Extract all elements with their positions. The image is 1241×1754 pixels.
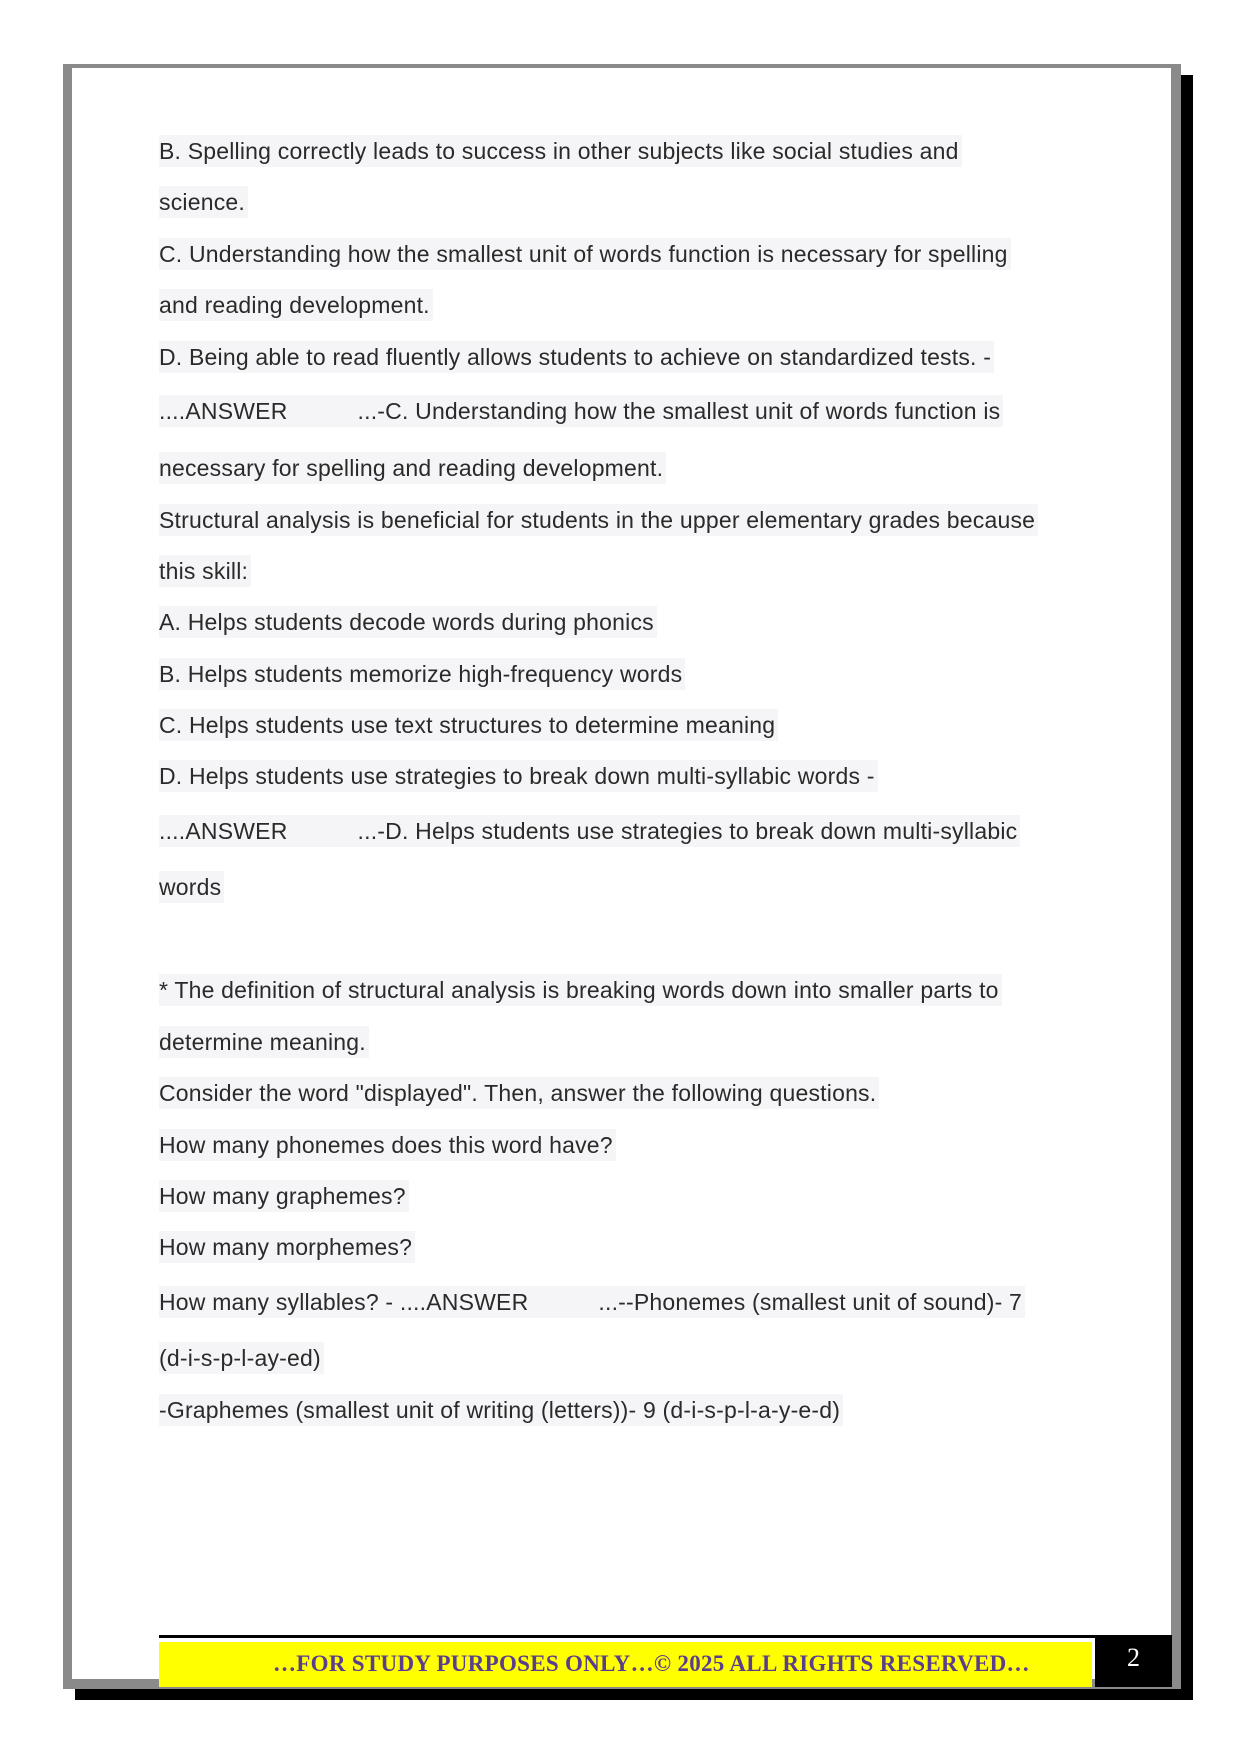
page-number: 2 (1095, 1635, 1172, 1687)
answer-text: ...--Phonemes (smallest unit of sound)- 7 (598, 1289, 1023, 1315)
text-line: science. (159, 186, 248, 218)
text-line: words (159, 871, 224, 903)
question-line: How many graphemes? (159, 1180, 409, 1212)
answer-line (159, 1286, 1025, 1318)
option-line: A. Helps students decode words during phonics (159, 606, 657, 638)
option-line: B. Helps students memorize high-frequency words (159, 658, 685, 690)
text-line: and reading development. (159, 289, 433, 321)
text-line: Structural analysis is beneficial for students in the upper elementary grades because (159, 504, 1038, 536)
question-line: How many phonemes does this word have? (159, 1129, 616, 1161)
answer-text: ...-D. Helps students use strategies to break down multi-syllabic (357, 818, 1018, 844)
question-line: How many morphemes? (159, 1231, 415, 1263)
answer-text: ...-C. Understanding how the smallest unit of words function is (357, 398, 1001, 424)
answer-line (159, 395, 1003, 427)
text-line: (d-i-s-p-l-ay-ed) (159, 1342, 324, 1374)
note-line: * The definition of structural analysis is breaking words down into smaller parts to (159, 974, 1002, 1006)
text-line: necessary for spelling and reading development. (159, 452, 666, 484)
text-line: D. Being able to read fluently allows students to achieve on standardized tests. - (159, 341, 994, 373)
option-line: C. Helps students use text structures to determine meaning (159, 709, 778, 741)
answer-label: ....ANSWER (159, 398, 288, 424)
text-line: Consider the word "displayed". Then, answer the following questions. (159, 1077, 879, 1109)
text-line: -Graphemes (smallest unit of writing (letters))- 9 (d-i-s-p-l-a-y-e-d) (159, 1394, 843, 1426)
answer-label: ....ANSWER (159, 818, 288, 844)
text-line: determine meaning. (159, 1026, 369, 1058)
option-line: D. Helps students use strategies to break down multi-syllabic words - (159, 760, 878, 792)
footer-rule (159, 1635, 1139, 1638)
document-page (63, 64, 1181, 1689)
question-text: How many syllables? - ....ANSWER (159, 1289, 529, 1315)
answer-line (159, 815, 1020, 847)
text-line: B. Spelling correctly leads to success in other subjects like social studies and (159, 135, 962, 167)
text-line: this skill: (159, 555, 251, 587)
footer-banner: …FOR STUDY PURPOSES ONLY…© 2025 ALL RIGHTS RESERVED… (159, 1642, 1092, 1687)
text-line: C. Understanding how the smallest unit of words function is necessary for spelling (159, 238, 1011, 270)
